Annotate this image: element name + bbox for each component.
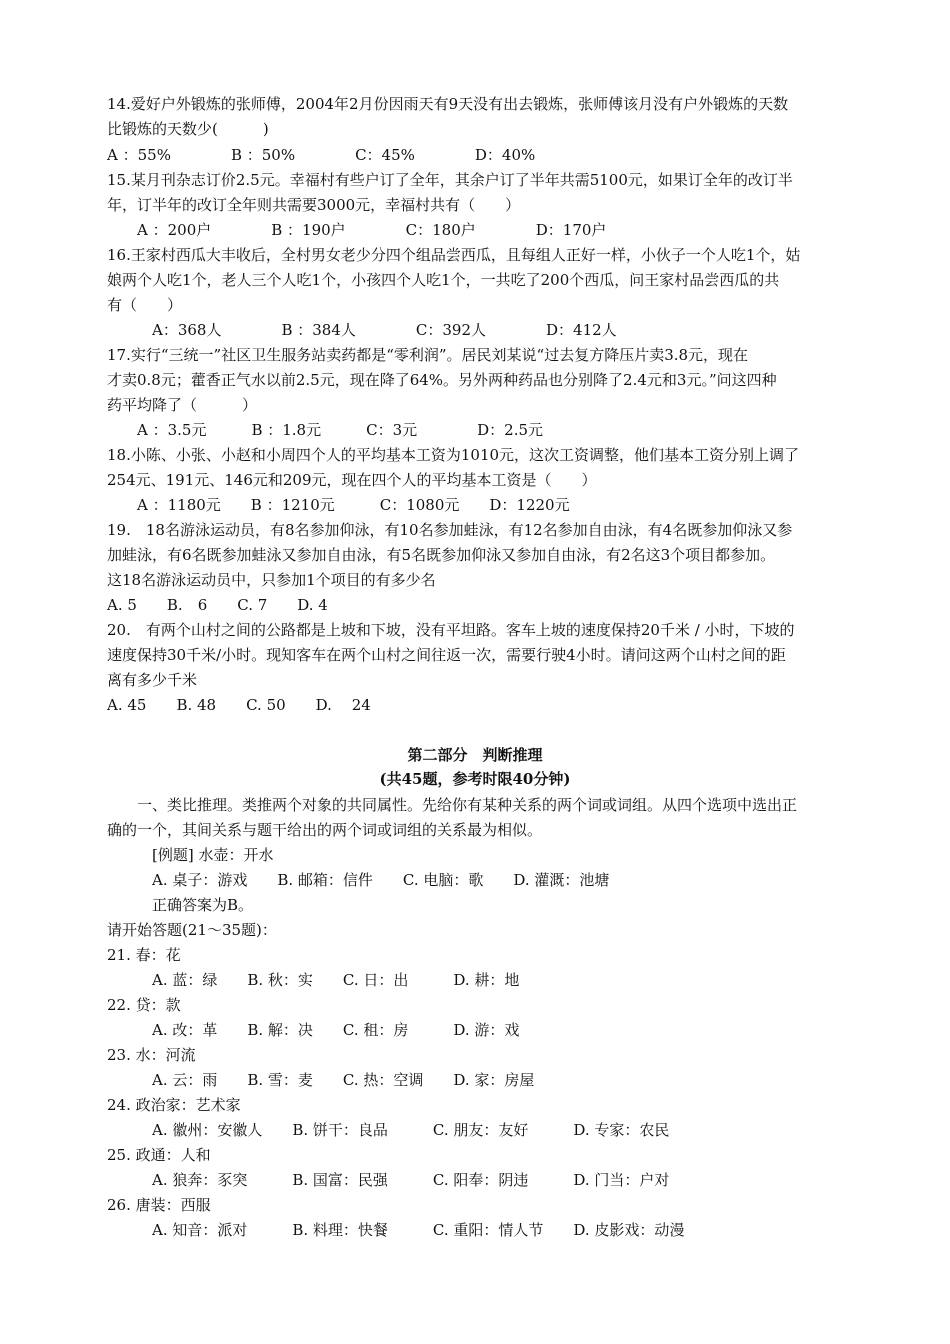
question-16-line-3: 有（ ）	[107, 296, 183, 314]
question-15-line-2: 年，订半年的改订全年则共需要3000元，幸福村共有（ ）	[107, 196, 521, 214]
question-15-line-1: 15.某月刊杂志订价2.5元。幸福村有些户订了全年，其余户订了半年共需5100元，如果订全年的改订半	[107, 171, 793, 189]
question-21-stem: 21. 春：花	[107, 946, 181, 964]
analogy-intro-line-1: 一、类比推理。类推两个对象的共同属性。先给你有某种关系的两个词或词组。从四个选项中选出正	[107, 796, 798, 814]
example-stem: [例题] 水壶：开水	[107, 846, 274, 864]
question-26-options: A. 知音：派对 B. 料理：快餐 C. 重阳：情人节 D. 皮影戏：动漫	[107, 1221, 685, 1239]
question-17-line-1: 17.实行“三统一”社区卫生服务站卖药都是“零利润”。居民刘某说“过去复方降压片卖3.8元，现在	[107, 346, 749, 364]
question-23-stem: 23. 水：河流	[107, 1046, 196, 1064]
question-20-line-3: 离有多少千米	[107, 671, 198, 689]
question-17-line-2: 才卖0.8元；藿香正气水以前2.5元，现在降了64%。另外两种药品也分别降了2.4元和3元。”问这四种	[107, 371, 777, 389]
part2-title: 第二部分 判断推理	[407, 746, 543, 764]
question-20-line-2: 速度保持30千米/小时。现知客车在两个山村之间往返一次，需要行驶4小时。请问这两个山村之间的距	[107, 646, 786, 664]
question-22-options: A. 改：革 B. 解：决 C. 租：房 D. 游：戏	[107, 1021, 520, 1039]
question-14-options: A ：55% B ：50% C：45% D：40%	[107, 146, 536, 164]
question-19-line-3: 这18名游泳运动员中，只参加1个项目的有多少名	[107, 571, 436, 589]
question-17-options: A ：3.5元 B ：1.8元 C：3元 D：2.5元	[107, 421, 544, 439]
question-21-options: A. 蓝：绿 B. 秋：实 C. 日：出 D. 耕：地	[107, 971, 520, 989]
question-14-line-2: 比锻炼的天数少( )	[107, 120, 269, 138]
question-25-stem: 25. 政通：人和	[107, 1146, 211, 1164]
question-18-line-1: 18.小陈、小张、小赵和小周四个人的平均基本工资为1010元，这次工资调整，他们基本工资分别上调了	[107, 446, 800, 464]
question-24-stem: 24. 政治家：艺术家	[107, 1096, 241, 1114]
question-20-line-1: 20. 有两个山村之间的公路都是上坡和下坡，没有平坦路。客车上坡的速度保持20千米 / 小时，下坡的	[107, 621, 795, 639]
part2-subtitle: (共45题，参考时限40分钟)	[379, 770, 571, 788]
question-19-line-2: 加蛙泳，有6名既参加蛙泳又参加自由泳，有5名既参加仰泳又参加自由泳，有2名这3个项目都参加。	[107, 546, 776, 564]
question-18-line-2: 254元、191元、146元和209元，现在四个人的平均基本工资是（ ）	[107, 471, 597, 489]
analogy-intro-line-2: 确的一个，其间关系与题干给出的两个词或词组的关系最为相似。	[107, 821, 543, 839]
question-24-options: A. 徽州：安徽人 B. 饼干：良品 C. 朋友：友好 D. 专家：农民	[107, 1121, 670, 1139]
question-16-options: A：368人 B ：384人 C：392人 D：412人	[107, 321, 617, 339]
question-26-stem: 26. 唐装：西服	[107, 1196, 211, 1214]
question-19-line-1: 19. 18名游泳运动员，有8名参加仰泳，有10名参加蛙泳，有12名参加自由泳，有4名既参加仰泳又参	[107, 521, 793, 539]
question-15-options: A ：200户 B ：190户 C：180户 D：170户	[107, 221, 607, 239]
question-14-line-1: 14.爱好户外锻炼的张师傅，2004年2月份因雨天有9天没有出去锻炼，张师傅该月没有户外锻炼的天数	[107, 95, 789, 113]
example-answer: 正确答案为B。	[107, 896, 254, 914]
question-25-options: A. 狼奔：豕突 B. 国富：民强 C. 阳奉：阴违 D. 门当：户对	[107, 1171, 670, 1189]
question-16-line-2: 娘两个人吃1个，老人三个人吃1个，小孩四个人吃1个，一共吃了200个西瓜，问王家村品尝西瓜的共	[107, 271, 780, 289]
question-18-options: A ：1180元 B ：1210元 C：1080元 D：1220元	[107, 496, 570, 514]
question-22-stem: 22. 贷：款	[107, 996, 181, 1014]
start-note: 请开始答题(21～35题)：	[107, 921, 277, 939]
example-options: A. 桌子：游戏 B. 邮箱：信件 C. 电脑：歌 D. 灌溉：池塘	[107, 871, 610, 889]
question-19-options: A. 5 B. 6 C. 7 D. 4	[107, 596, 328, 614]
question-16-line-1: 16.王家村西瓜大丰收后，全村男女老少分四个组品尝西瓜，且每组人正好一样，小伙子一个人吃1个，姑	[107, 246, 801, 264]
question-17-line-3: 药平均降了（ ）	[107, 396, 258, 414]
question-23-options: A. 云：雨 B. 雪：麦 C. 热：空调 D. 家：房屋	[107, 1071, 535, 1089]
question-20-options: A. 45 B. 48 C. 50 D. 24	[107, 696, 371, 714]
